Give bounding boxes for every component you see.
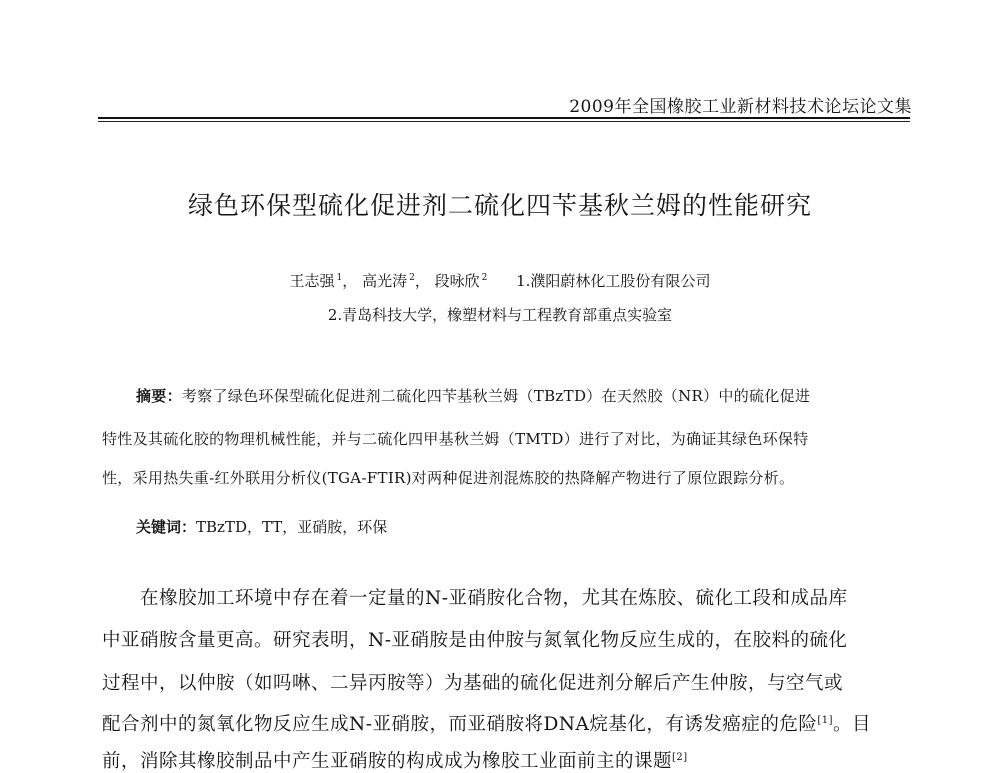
author-affil-mark: 2 xyxy=(481,273,488,283)
abstract-text: 考察了绿色环保型硫化促进剂二硫化四苄基秋兰姆（TBzTD）在天然胶（NR）中的硫化促进 xyxy=(181,387,811,405)
abstract-line: 性，采用热失重-红外联用分析仪(TGA-FTIR)对两种促进剂混炼胶的热降解产物进行了原位跟踪分析。 xyxy=(102,469,795,487)
body-text: 前，消除其橡胶制品中产生亚硝胺的构成成为橡胶工业面前主的课题 xyxy=(102,751,673,772)
affiliation-2: 2.青岛科技大学，橡塑材料与工程教育部重点实验室 xyxy=(327,306,673,324)
body-text: 配合剂中的氮氧化物反应生成N-亚硝胺，而亚硝胺将DNA烷基化，有诱发癌症的危险 xyxy=(102,714,818,735)
body-line xyxy=(102,710,871,736)
citation-ref: [1] xyxy=(817,714,833,726)
abstract-label: 摘要： xyxy=(136,387,182,405)
abstract-line xyxy=(136,385,810,406)
citation-ref: [2] xyxy=(672,751,688,763)
abstract-line: 特性及其硫化胶的物理机械性能，并与二硫化四甲基秋兰姆（TMTD）进行了对比，为确证其绿色环保特 xyxy=(102,430,809,448)
header-rule-thin xyxy=(98,121,910,122)
affiliation-1: 1.濮阳蔚林化工股份有限公司 xyxy=(516,272,711,290)
body-line xyxy=(102,747,688,773)
header-rule xyxy=(98,117,910,119)
author-line: 王志强 $^1$， 高光涛 $^2$， 段咏欣 $^2$ 1.濮阳蔚林化工股份有限公司 xyxy=(289,272,711,290)
author-name: 高光涛 xyxy=(362,272,408,290)
body-text: 。目 xyxy=(833,714,872,735)
body-line: 在橡胶加工环境中存在着一定量的N-亚硝胺化合物，尤其在炼胶、硫化工段和成品库 xyxy=(140,588,848,609)
keywords-label: 关键词： xyxy=(136,518,197,536)
keywords-text: TBzTD，TT，亚硝胺，环保 xyxy=(196,518,388,536)
running-header: 2009年全国橡胶工业新材料技术论坛论文集 xyxy=(569,97,912,117)
author-name: 王志强 xyxy=(289,272,335,290)
body-line: 中亚硝胺含量更高。研究表明，N-亚硝胺是由仲胺与氮氧化物反应生成的，在胶料的硫化 xyxy=(102,630,848,651)
keywords-line xyxy=(136,516,387,537)
paper-title: 绿色环保型硫化促进剂二硫化四苄基秋兰姆的性能研究 xyxy=(187,191,812,220)
author-name: 段咏欣 xyxy=(434,272,480,290)
author-affil-mark: 2 xyxy=(409,273,415,283)
author-affil-mark: 1 xyxy=(336,273,343,283)
body-line: 过程中，以仲胺（如吗啉、二异丙胺等）为基础的硫化促进剂分解后产生仲胺，与空气或 xyxy=(102,673,844,694)
